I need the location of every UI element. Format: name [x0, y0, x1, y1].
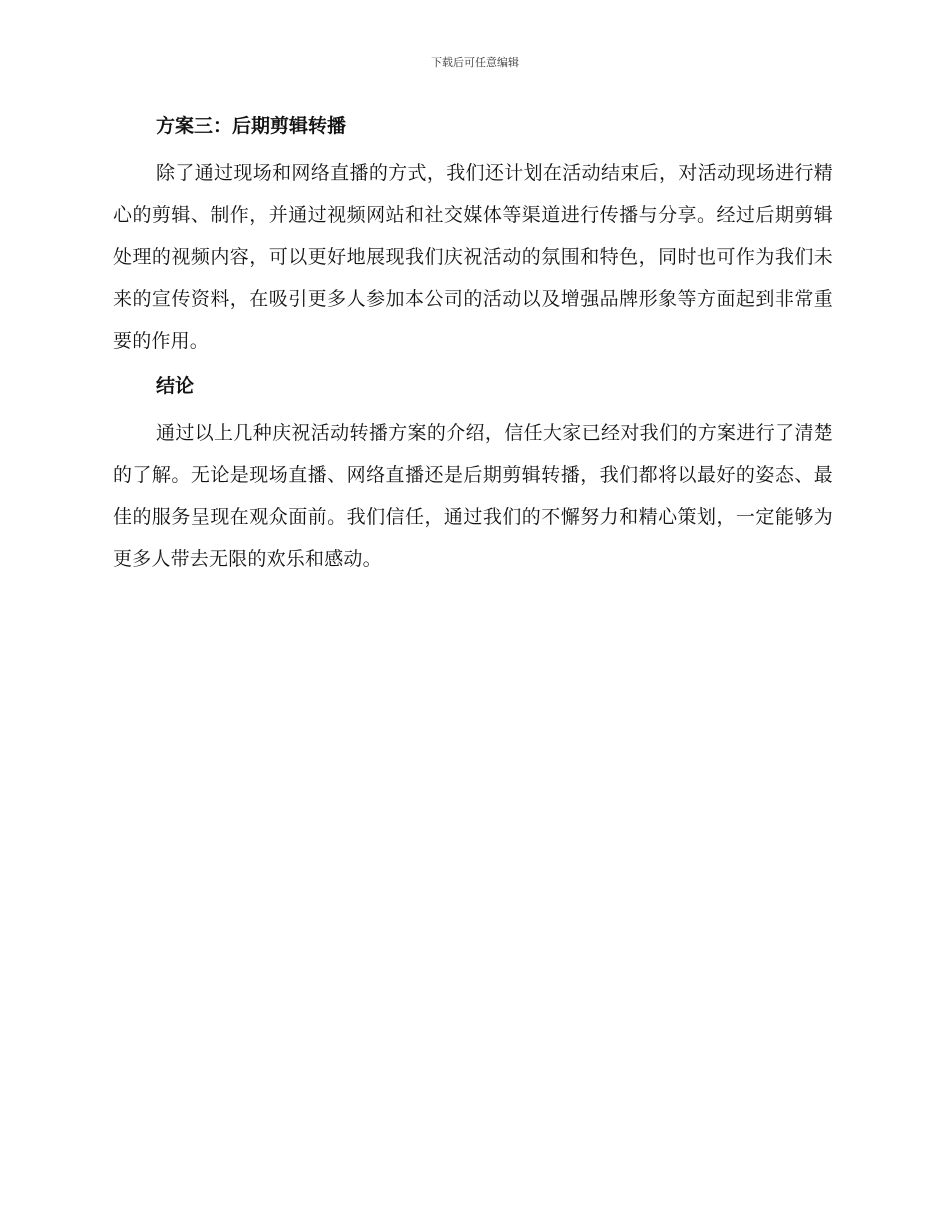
- page-header: 下载后可任意编辑: [431, 56, 519, 69]
- section-paragraph: 除了通过现场和网络直播的方式，我们还计划在活动结束后，对活动现场进行精心的剪辑、制作，并通过视频网站和社交媒体等渠道进行传播与分享。经过后期剪辑处理的视频内容，可以更好地展现我们庆祝活动的氛围和特色，同时也可作为我们未来的宣传资料，在吸引更多人参加本公司的活动以及增强品牌形象等方面起到非常重要的作用。: [113, 162, 833, 352]
- section-paragraph: 通过以上几种庆祝活动转播方案的介绍，信任大家已经对我们的方案进行了清楚的了解。无论是现场直播、网络直播还是后期剪辑转播，我们都将以最好的姿态、最佳的服务呈现在观众面前。我们信任，通过我们的不懈努力和精心策划，一定能够为更多人带去无限的欢乐和感动。: [113, 422, 833, 570]
- document-body: [113, 110, 833, 588]
- section-title: 方案三：后期剪辑转播: [156, 115, 347, 137]
- section-title: 结论: [156, 375, 195, 397]
- section-conclusion: [113, 370, 833, 580]
- section-plan-three: [113, 110, 833, 362]
